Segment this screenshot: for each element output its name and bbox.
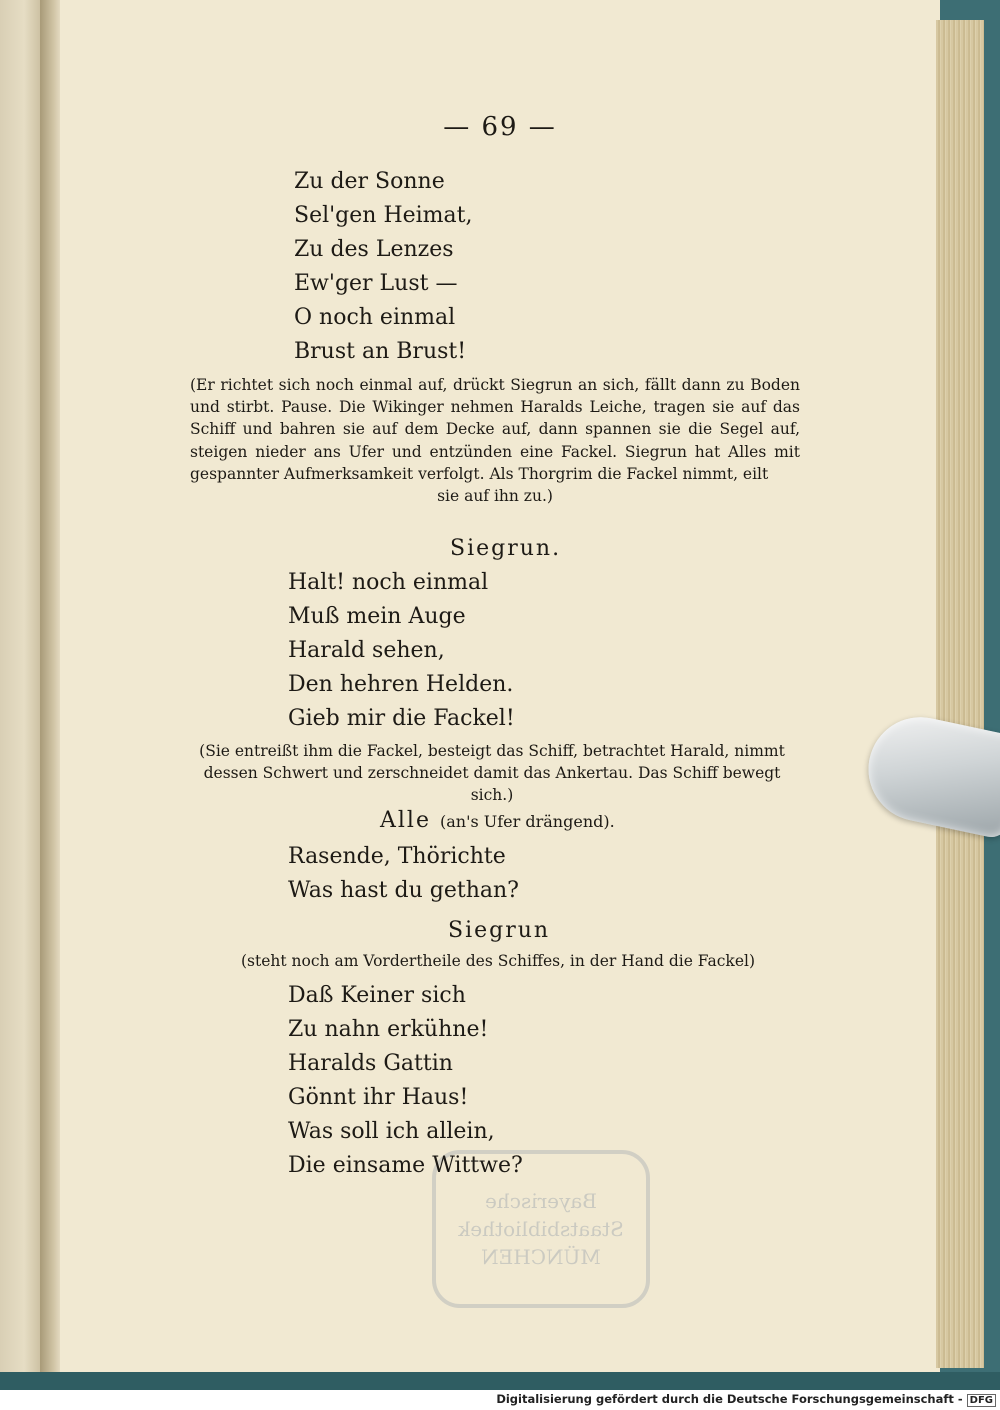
verse-line: Was soll ich allein, — [288, 1119, 495, 1144]
dfg-logo: DFG — [967, 1394, 996, 1407]
footer-credit — [0, 1390, 1000, 1408]
speaker-aside: (an's Ufer drängend). — [439, 812, 615, 831]
verse-line: Brust an Brust! — [294, 339, 467, 364]
verse-line: Rasende, Thörichte — [288, 844, 506, 869]
verse-line: Muß mein Auge — [288, 604, 466, 629]
footer-text: Digitalisierung gefördert durch die Deutsche Forschungsgemeinschaft - — [496, 1392, 963, 1406]
verse-line: Gieb mir die Fackel! — [288, 706, 515, 731]
verse-block-2 — [288, 566, 515, 736]
verse-line: Sel'gen Heimat, — [294, 203, 473, 228]
verse-block-3 — [288, 840, 519, 908]
verse-line: Den hehren Helden. — [288, 672, 514, 697]
speaker-name: Alle — [380, 808, 431, 833]
speaker-alle — [380, 808, 615, 833]
verse-block-4 — [288, 979, 523, 1183]
stamp-line: Staatsbibliothek — [458, 1217, 624, 1241]
stage-direction-end: sie auf ihn zu.) — [437, 487, 553, 506]
speaker-siegrun-2: Siegrun — [448, 918, 551, 943]
verse-line: Halt! noch einmal — [288, 570, 489, 595]
left-page-edge — [0, 0, 44, 1372]
page-number: — 69 — — [443, 112, 557, 142]
stage-direction-1 — [190, 374, 800, 507]
scan-background — [0, 1372, 1000, 1390]
stage-direction-2: (Sie entreißt ihm die Fackel, besteigt das Schiff, betrachtet Harald, nimmt dessen Schwert und zerschneidet damit das Ankertau. Das Schiff bewegt sich.) — [199, 742, 785, 805]
verse-line: Zu nahn erkühne! — [288, 1017, 489, 1042]
stage-direction-3: (steht noch am Vordertheile des Schiffes, in der Hand die Fackel) — [241, 952, 755, 970]
stamp-line: Bayerische — [485, 1189, 597, 1213]
verse-block-1 — [294, 165, 473, 369]
verse-line: Haralds Gattin — [288, 1051, 453, 1076]
stamp-line: MÜNCHEN — [481, 1245, 601, 1269]
stage-direction-text: (Er richtet sich noch einmal auf, drückt Siegrun an sich, fällt dann zu Boden und stirbt. Pause. Die Wikinger nehmen Haralds Leiche, tragen sie auf das Schiff und bahren sie auf dem Decke auf, dann spannen sie die Segel auf, steigen nieder ans Ufer und entzünden eine Fackel. Siegrun hat Alles mit gespannter Aufmerksamkeit verfolgt. Als Thorgrim die Fackel nimmt, eilt — [190, 376, 800, 483]
page-edges — [936, 20, 984, 1368]
speaker-siegrun: Siegrun. — [450, 536, 562, 561]
verse-line: Die einsame Wittwe? — [288, 1153, 523, 1178]
verse-line: Zu des Lenzes — [294, 237, 454, 262]
verse-line: O noch einmal — [294, 305, 456, 330]
verse-line: Ew'ger Lust — — [294, 271, 458, 296]
verse-line: Was hast du gethan? — [288, 878, 519, 903]
verse-line: Daß Keiner sich — [288, 983, 466, 1008]
verse-line: Gönnt ihr Haus! — [288, 1085, 469, 1110]
verse-line: Harald sehen, — [288, 638, 445, 663]
book-gutter — [40, 0, 62, 1372]
verse-line: Zu der Sonne — [294, 169, 445, 194]
